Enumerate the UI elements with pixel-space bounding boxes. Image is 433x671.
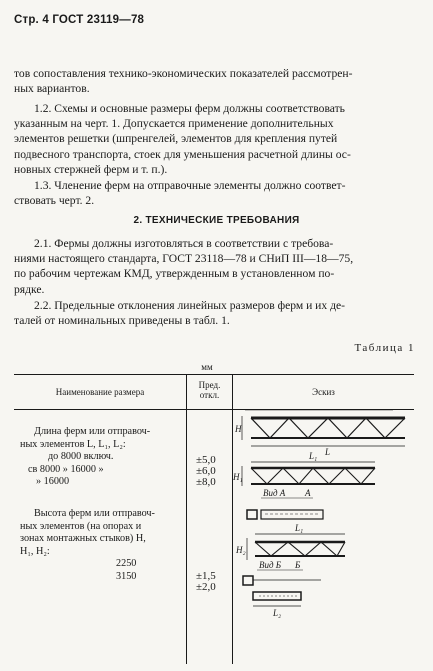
text-line: рядке. [14, 282, 45, 296]
cell-line: зонах монтажных стыков) H, [20, 533, 146, 544]
label-h: H [235, 424, 242, 434]
paragraph-1-2 [14, 101, 418, 177]
truss-small-diagram [247, 534, 345, 560]
table-unit: мм [201, 362, 213, 372]
tolerance-value: ±1,5 [196, 570, 216, 582]
text-line: талей от номинальных приведены в табл. 1. [14, 314, 230, 328]
section-title: 2. ТЕХНИЧЕСКИЕ ТРЕБОВАНИЯ [133, 215, 300, 226]
text-line: новных стержней ферм и т. п.). [14, 162, 168, 176]
label-view-a: Вид А [263, 488, 286, 498]
truss-full-diagram [242, 410, 405, 446]
paragraph-2-1 [14, 236, 418, 297]
range-label: до 8000 включ. [48, 451, 114, 462]
page-header: Стр. 4 ГОСТ 23119—78 [14, 14, 145, 26]
table-top-rule [14, 374, 414, 375]
size-label: 3150 [116, 570, 137, 582]
segment-l2-diagram [253, 592, 301, 606]
tolerance-value: ±2,0 [196, 581, 216, 593]
text-line: по рабочим чертежам КМД, утвержденным в установленном по- [14, 267, 335, 281]
label-h2: H₂ [236, 545, 246, 555]
tolerance-value: ±5,0 [196, 454, 216, 466]
text-line: ствовать черт. 2. [14, 194, 95, 208]
text-line: подвесного транспорта, стоек для уменьшения расчетной длины ос- [14, 147, 351, 161]
section-block [243, 576, 253, 585]
cell-line: Высота ферм или отправоч- [34, 508, 155, 519]
view-a [247, 498, 323, 519]
plate-diagram [261, 510, 323, 519]
label-l1-second: L₁ [295, 523, 304, 533]
range-label: св 8000 » 16000 » [28, 463, 104, 475]
text-line: 1.2. Схемы и основные размеры ферм должны соответствовать [34, 102, 345, 115]
text-line: ниями настоящего стандарта, ГОСТ 23118—78 и СНиП III—18—75, [14, 252, 354, 266]
label-h1: H₁ [233, 472, 243, 482]
label-a: А [305, 488, 311, 498]
table-column-divider [186, 374, 187, 664]
view-b [243, 570, 321, 585]
row-length-name [20, 426, 186, 489]
label-b: Б [295, 560, 301, 570]
column-header-name: Наименование размера [55, 387, 145, 397]
tolerance-value: ±8,0 [196, 476, 216, 488]
truss-segment-diagram [242, 462, 375, 486]
label-l2: L₂ [273, 608, 282, 618]
text-line: 1.3. Членение ферм на отправочные элементы должно соответ- [34, 179, 346, 192]
size-label: 2250 [116, 558, 137, 569]
header-line: откл. [199, 390, 220, 400]
web-members [255, 542, 345, 556]
section-block [247, 510, 257, 519]
cell-line: ных элементов L, L₁, L₂: [20, 438, 126, 450]
paragraph-1-3 [14, 178, 418, 208]
row-height-name [20, 508, 186, 583]
text-line: 2.2. Предельные отклонения линейных размеров ферм и их де- [34, 299, 345, 312]
text-line: указанным на черт. 1. Допускается применение дополнительных [14, 117, 334, 131]
truss-sketches [233, 410, 413, 660]
cell-line: Длина ферм или отправоч- [34, 426, 151, 437]
text-line: элементов решетки (шпренгелей, элементов для крепления путей [14, 132, 338, 146]
cell-line: ных элементов (на опорах и [20, 520, 142, 532]
web-members [251, 418, 405, 438]
tolerance-value: ±6,0 [196, 465, 216, 477]
table-caption: Таблица 1 [354, 342, 415, 354]
cell-line: H₁, H₂: [20, 545, 50, 557]
text-line: тов сопоставления технико-экономических показателей рассмотрен- [14, 67, 353, 80]
label-view-b: Вид Б [259, 560, 282, 570]
range-label: » 16000 [36, 476, 70, 487]
text-line: ных вариантов. [14, 82, 90, 96]
column-header-limit [187, 380, 232, 400]
label-l1: L₁ [309, 451, 318, 461]
web-members [251, 468, 375, 484]
text-line: 2.1. Фермы должны изготовляться в соответствии с требова- [34, 237, 334, 250]
header-line: Пред. [198, 380, 221, 390]
label-l: L [325, 447, 331, 457]
column-header-sketch: Эскиз [312, 387, 335, 397]
paragraph-continuation [14, 66, 418, 96]
paragraph-2-2 [14, 298, 418, 328]
